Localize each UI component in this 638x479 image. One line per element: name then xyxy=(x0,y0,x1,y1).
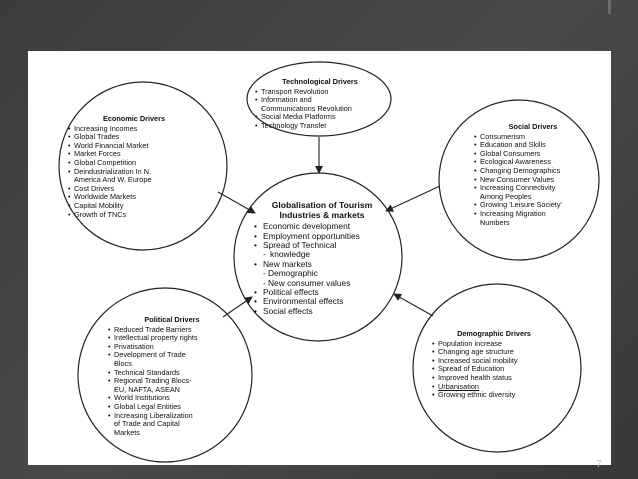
central-title-line2: Industries & markets xyxy=(279,209,365,220)
list-item: - New consumer values xyxy=(254,279,390,288)
list-item: • Changing age structure xyxy=(432,348,556,357)
social-drivers xyxy=(474,123,592,227)
economic-drivers xyxy=(68,115,200,219)
arrow-social xyxy=(386,186,440,211)
list-item: - Blocs xyxy=(108,360,236,369)
list-item: • Political effects xyxy=(254,288,390,297)
list-item: • World Financial Market xyxy=(68,142,200,151)
list-item: • Increasing Migration xyxy=(474,210,592,219)
list-item: • Growing ethnic diversity xyxy=(432,391,556,400)
political-drivers xyxy=(108,316,236,437)
list-item: • Global Consumers xyxy=(474,150,592,159)
list-item: • Education and Skills xyxy=(474,141,592,150)
list-item: • Transport Revolution xyxy=(255,88,385,97)
list-item: • Increasing Incomes xyxy=(68,125,200,134)
list-item: • Reduced Trade Barriers xyxy=(108,326,236,335)
list-item: - Demographic xyxy=(254,269,390,278)
list-item: • World Institutions xyxy=(108,394,236,403)
page-number: 7 xyxy=(596,459,602,470)
list-item: • Privatisation xyxy=(108,343,236,352)
list-item: - Among Peoples xyxy=(474,193,592,202)
list-item: • Capital Mobility xyxy=(68,202,200,211)
political-title: Political Drivers xyxy=(144,315,200,324)
list-item: - Communications Revolution xyxy=(255,105,385,114)
list-item: • Increasing Connectivity xyxy=(474,184,592,193)
arrow-economic xyxy=(218,192,255,213)
list-item: • Global Legal Entities xyxy=(108,403,236,412)
central-title xyxy=(254,201,390,220)
technological-drivers xyxy=(255,78,385,131)
list-item: • Worldwide Markets xyxy=(68,193,200,202)
list-item: • Market Forces xyxy=(68,150,200,159)
list-item: • Global Competition xyxy=(68,159,200,168)
central-title-line1: Globalisation of Tourism xyxy=(271,200,373,210)
demographic-drivers xyxy=(432,330,556,400)
list-item: • Population increase xyxy=(432,340,556,349)
economic-title: Economic Drivers xyxy=(102,114,166,123)
list-item: • Social Media Platforms xyxy=(255,113,385,122)
list-item: - of Trade and Capital xyxy=(108,420,236,429)
list-item: • Growing 'Leisure Society' xyxy=(474,201,592,210)
list-item: - knowledge xyxy=(254,250,390,259)
list-item: - EU, NAFTA, ASEAN xyxy=(108,386,236,395)
list-item: • Environmental effects xyxy=(254,297,390,306)
urbanisation-text: Urbanisation xyxy=(438,381,479,391)
list-item: • New Consumer Values xyxy=(474,176,592,185)
list-item: • Changing Demographics xyxy=(474,167,592,176)
slide xyxy=(28,51,611,465)
globalisation-center xyxy=(254,201,390,316)
list-item: • Cost Drivers xyxy=(68,185,200,194)
list-item: • Global Trades xyxy=(68,133,200,142)
list-item: • Employment opportunities xyxy=(254,232,390,241)
list-item: • Consumerism xyxy=(474,133,592,142)
technological-title: Technological Drivers xyxy=(282,77,358,86)
list-item: - Markets xyxy=(108,429,236,438)
list-item: - America And W. Europe xyxy=(68,176,200,185)
list-item: • Spread of Education xyxy=(432,365,556,374)
list-item: • Technology Transfer xyxy=(255,122,385,131)
arrow-political xyxy=(223,297,252,317)
list-item: • Increasing Liberalization xyxy=(108,412,236,421)
list-item: • Technical Standards xyxy=(108,369,236,378)
list-item: • Information and xyxy=(255,96,385,105)
list-item: • Growth of TNCs xyxy=(68,211,200,220)
list-item: • Improved health status xyxy=(432,374,556,383)
list-item: • Development of Trade xyxy=(108,351,236,360)
list-item: • Social effects xyxy=(254,307,390,316)
list-item: • Deindustrialization In N. xyxy=(68,168,200,177)
list-item: • Intellectual property rights xyxy=(108,334,236,343)
list-item: • New markets xyxy=(254,260,390,269)
arrow-demographic xyxy=(394,294,433,316)
list-item: • Economic development xyxy=(254,222,390,231)
list-item: • Increased social mobility xyxy=(432,357,556,366)
corner-mark xyxy=(608,0,611,14)
list-item: • Regional Trading Blocs- xyxy=(108,377,236,386)
demographic-title: Demographic Drivers xyxy=(457,329,531,338)
list-item: - Numbers xyxy=(474,219,592,228)
list-item: • Spread of Technical xyxy=(254,241,390,250)
social-title: Social Drivers xyxy=(508,122,558,131)
list-item: • Ecological Awareness xyxy=(474,158,592,167)
